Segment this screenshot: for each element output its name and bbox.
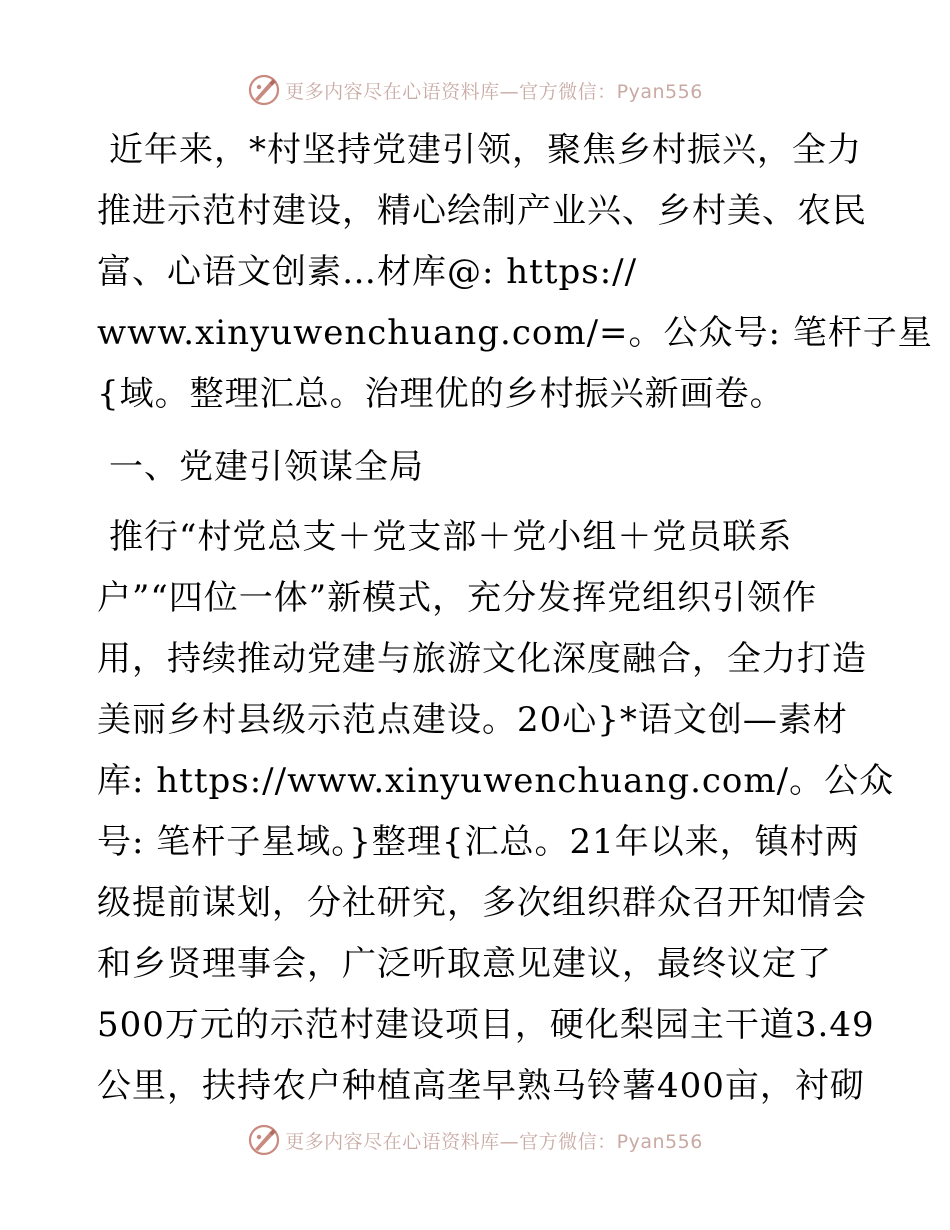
text-line: 和乡贤理事会，广泛听取意见建议，最终议定了 bbox=[97, 944, 832, 984]
text-line: 户”“四位一体”新模式，充分发挥党组织引领作 bbox=[97, 578, 818, 618]
text-line: 美丽乡村县级示范点建设。20心}*语文创—素材 bbox=[97, 700, 848, 740]
pen-logo-icon bbox=[247, 73, 281, 107]
pen-logo-icon bbox=[247, 1123, 281, 1157]
heading-line: 一、党建引领谋全局 bbox=[109, 447, 424, 487]
text-line: 公里，扶持农户种植高垄早熟马铃薯400亩，衬砌 bbox=[97, 1066, 865, 1106]
text-line: 推行“村党总支＋党支部＋党小组＋党员联系 bbox=[109, 517, 793, 557]
text-line: 500万元的示范村建设项目，硬化梨园主干道3.49 bbox=[97, 1005, 875, 1045]
text-line: 推进示范村建设，精心绘制产业兴、乡村美、农民 bbox=[97, 191, 867, 231]
document-body bbox=[97, 120, 933, 1117]
text-line: 近年来，*村坚持党建引领，聚焦乡村振兴，全力 bbox=[109, 130, 862, 170]
text-line: 库: https://www.xinyuwenchuang.com/。公众 bbox=[97, 761, 895, 801]
watermark-text: 更多内容尽在心语资料库—官方微信：Pyan556 bbox=[285, 80, 703, 103]
paragraph-body bbox=[97, 507, 895, 1117]
text-line: www.xinyuwenchuang.com/=。公众号: 笔杆子星 bbox=[97, 313, 933, 353]
text-line: 级提前谋划，分社研究，多次组织群众召开知情会 bbox=[97, 883, 867, 923]
section-heading bbox=[97, 437, 857, 498]
text-line: 号: 笔杆子星域。}整理{汇总。21年以来，镇村两 bbox=[97, 822, 860, 862]
watermark-text: 更多内容尽在心语资料库—官方微信：Pyan556 bbox=[285, 1130, 703, 1153]
text-line: 富、心语文创素…材库@: https:// bbox=[97, 252, 638, 292]
text-line: {域。整理汇总。治理优的乡村振兴新画卷。 bbox=[97, 374, 785, 414]
paragraph-intro bbox=[97, 120, 933, 425]
footer-watermark bbox=[0, 1120, 950, 1160]
header-watermark bbox=[0, 70, 950, 110]
text-line: 用，持续推动党建与旅游文化深度融合，全力打造 bbox=[97, 639, 867, 679]
